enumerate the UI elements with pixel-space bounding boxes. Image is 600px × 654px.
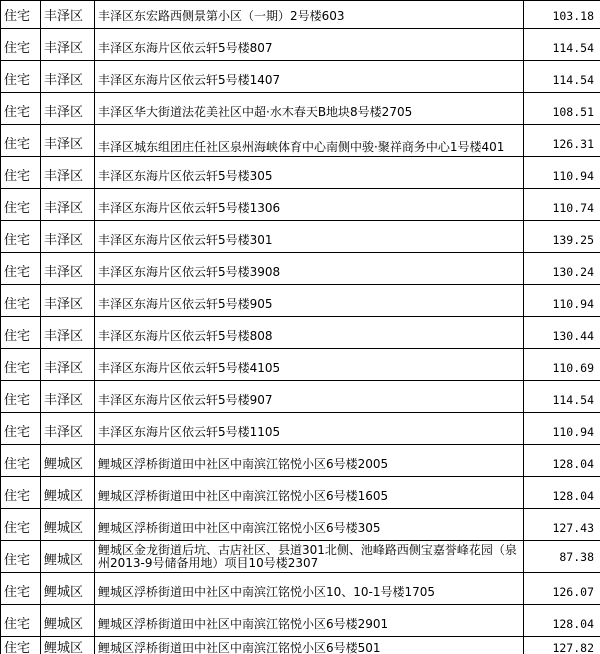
district-cell: 丰泽区 — [41, 253, 95, 285]
table-row — [1, 1, 600, 29]
table-row — [1, 381, 600, 413]
table-row — [1, 637, 600, 654]
table-row — [1, 349, 600, 381]
address-cell: 丰泽区东海片区依云轩5号楼807 — [95, 29, 524, 61]
table-row — [1, 253, 600, 285]
address-cell: 丰泽区东海片区依云轩5号楼1306 — [95, 189, 524, 221]
area-cell: 110.94 — [524, 157, 600, 189]
table-row — [1, 125, 600, 157]
type-cell: 住宅 — [1, 189, 41, 221]
area-cell: 114.54 — [524, 381, 600, 413]
type-cell: 住宅 — [1, 541, 41, 573]
address-cell: 丰泽区东海片区依云轩5号楼907 — [95, 381, 524, 413]
district-cell: 鲤城区 — [41, 445, 95, 477]
district-cell: 丰泽区 — [41, 381, 95, 413]
table-row — [1, 477, 600, 509]
district-cell: 丰泽区 — [41, 125, 95, 157]
area-cell: 127.82 — [524, 637, 600, 654]
area-cell: 103.18 — [524, 1, 600, 29]
address-cell: 丰泽区东海片区依云轩5号楼301 — [95, 221, 524, 253]
district-cell: 丰泽区 — [41, 413, 95, 445]
type-cell: 住宅 — [1, 349, 41, 381]
address-cell: 鲤城区浮桥街道田中社区中南滨江铭悦小区10、10-1号楼1705 — [95, 573, 524, 605]
type-cell: 住宅 — [1, 221, 41, 253]
address-cell: 鲤城区浮桥街道田中社区中南滨江铭悦小区6号楼1605 — [95, 477, 524, 509]
address-cell: 鲤城区浮桥街道田中社区中南滨江铭悦小区6号楼2005 — [95, 445, 524, 477]
type-cell: 住宅 — [1, 573, 41, 605]
table-row — [1, 445, 600, 477]
table-row — [1, 605, 600, 637]
district-cell: 鲤城区 — [41, 541, 95, 573]
address-cell: 丰泽区东海片区依云轩5号楼1407 — [95, 61, 524, 93]
type-cell: 住宅 — [1, 125, 41, 157]
type-cell: 住宅 — [1, 253, 41, 285]
district-cell: 丰泽区 — [41, 1, 95, 29]
table-row — [1, 157, 600, 189]
area-cell: 114.54 — [524, 61, 600, 93]
area-cell: 110.94 — [524, 413, 600, 445]
district-cell: 丰泽区 — [41, 61, 95, 93]
type-cell: 住宅 — [1, 157, 41, 189]
district-cell: 丰泽区 — [41, 29, 95, 61]
address-cell: 丰泽区东海片区依云轩5号楼3908 — [95, 253, 524, 285]
district-cell: 丰泽区 — [41, 285, 95, 317]
type-cell: 住宅 — [1, 317, 41, 349]
table-row — [1, 413, 600, 445]
address-cell: 鲤城区金龙街道后坑、古店社区、县道301北侧、池峰路西侧宝嘉誉峰花园（泉州2013-9号储备用地）项目10号楼2307 — [95, 541, 524, 573]
table-row — [1, 61, 600, 93]
area-cell: 130.44 — [524, 317, 600, 349]
district-cell: 鲤城区 — [41, 605, 95, 637]
address-cell: 鲤城区浮桥街道田中社区中南滨江铭悦小区6号楼2901 — [95, 605, 524, 637]
table-row — [1, 221, 600, 253]
table-row — [1, 541, 600, 573]
district-cell: 丰泽区 — [41, 189, 95, 221]
area-cell: 110.94 — [524, 285, 600, 317]
area-cell: 108.51 — [524, 93, 600, 125]
area-cell: 128.04 — [524, 605, 600, 637]
area-cell: 130.24 — [524, 253, 600, 285]
type-cell: 住宅 — [1, 381, 41, 413]
table-row — [1, 509, 600, 541]
address-cell: 丰泽区东海片区依云轩5号楼305 — [95, 157, 524, 189]
district-cell: 丰泽区 — [41, 317, 95, 349]
district-cell: 鲤城区 — [41, 637, 95, 654]
address-cell: 鲤城区浮桥街道田中社区中南滨江铭悦小区6号楼501 — [95, 637, 524, 654]
type-cell: 住宅 — [1, 93, 41, 125]
district-cell: 丰泽区 — [41, 157, 95, 189]
table-row — [1, 29, 600, 61]
district-cell: 丰泽区 — [41, 349, 95, 381]
address-cell: 丰泽区东海片区依云轩5号楼808 — [95, 317, 524, 349]
type-cell: 住宅 — [1, 1, 41, 29]
area-cell: 127.43 — [524, 509, 600, 541]
district-cell: 鲤城区 — [41, 509, 95, 541]
type-cell: 住宅 — [1, 61, 41, 93]
area-cell: 114.54 — [524, 29, 600, 61]
area-cell: 110.69 — [524, 349, 600, 381]
district-cell: 丰泽区 — [41, 221, 95, 253]
table-row — [1, 285, 600, 317]
table-row — [1, 317, 600, 349]
type-cell: 住宅 — [1, 477, 41, 509]
type-cell: 住宅 — [1, 605, 41, 637]
address-cell: 丰泽区城东组团庄任社区泉州海峡体育中心南侧中骏·聚祥商务中心1号楼401 — [95, 125, 524, 157]
address-cell: 丰泽区东海片区依云轩5号楼4105 — [95, 349, 524, 381]
area-cell: 128.04 — [524, 445, 600, 477]
type-cell: 住宅 — [1, 509, 41, 541]
address-cell: 丰泽区东宏路西侧景第小区（一期）2号楼603 — [95, 1, 524, 29]
district-cell: 鲤城区 — [41, 573, 95, 605]
area-cell: 87.38 — [524, 541, 600, 573]
table-row — [1, 93, 600, 125]
area-cell: 139.25 — [524, 221, 600, 253]
type-cell: 住宅 — [1, 413, 41, 445]
table-row — [1, 573, 600, 605]
type-cell: 住宅 — [1, 29, 41, 61]
area-cell: 126.31 — [524, 125, 600, 157]
area-cell: 110.74 — [524, 189, 600, 221]
address-cell: 丰泽区东海片区依云轩5号楼905 — [95, 285, 524, 317]
district-cell: 丰泽区 — [41, 93, 95, 125]
type-cell: 住宅 — [1, 285, 41, 317]
district-cell: 鲤城区 — [41, 477, 95, 509]
type-cell: 住宅 — [1, 637, 41, 654]
address-cell: 鲤城区浮桥街道田中社区中南滨江铭悦小区6号楼305 — [95, 509, 524, 541]
address-cell: 丰泽区华大街道法花美社区中超·水木春天B地块8号楼2705 — [95, 93, 524, 125]
address-cell: 丰泽区东海片区依云轩5号楼1105 — [95, 413, 524, 445]
area-cell: 126.07 — [524, 573, 600, 605]
type-cell: 住宅 — [1, 445, 41, 477]
area-cell: 128.04 — [524, 477, 600, 509]
table-row — [1, 189, 600, 221]
